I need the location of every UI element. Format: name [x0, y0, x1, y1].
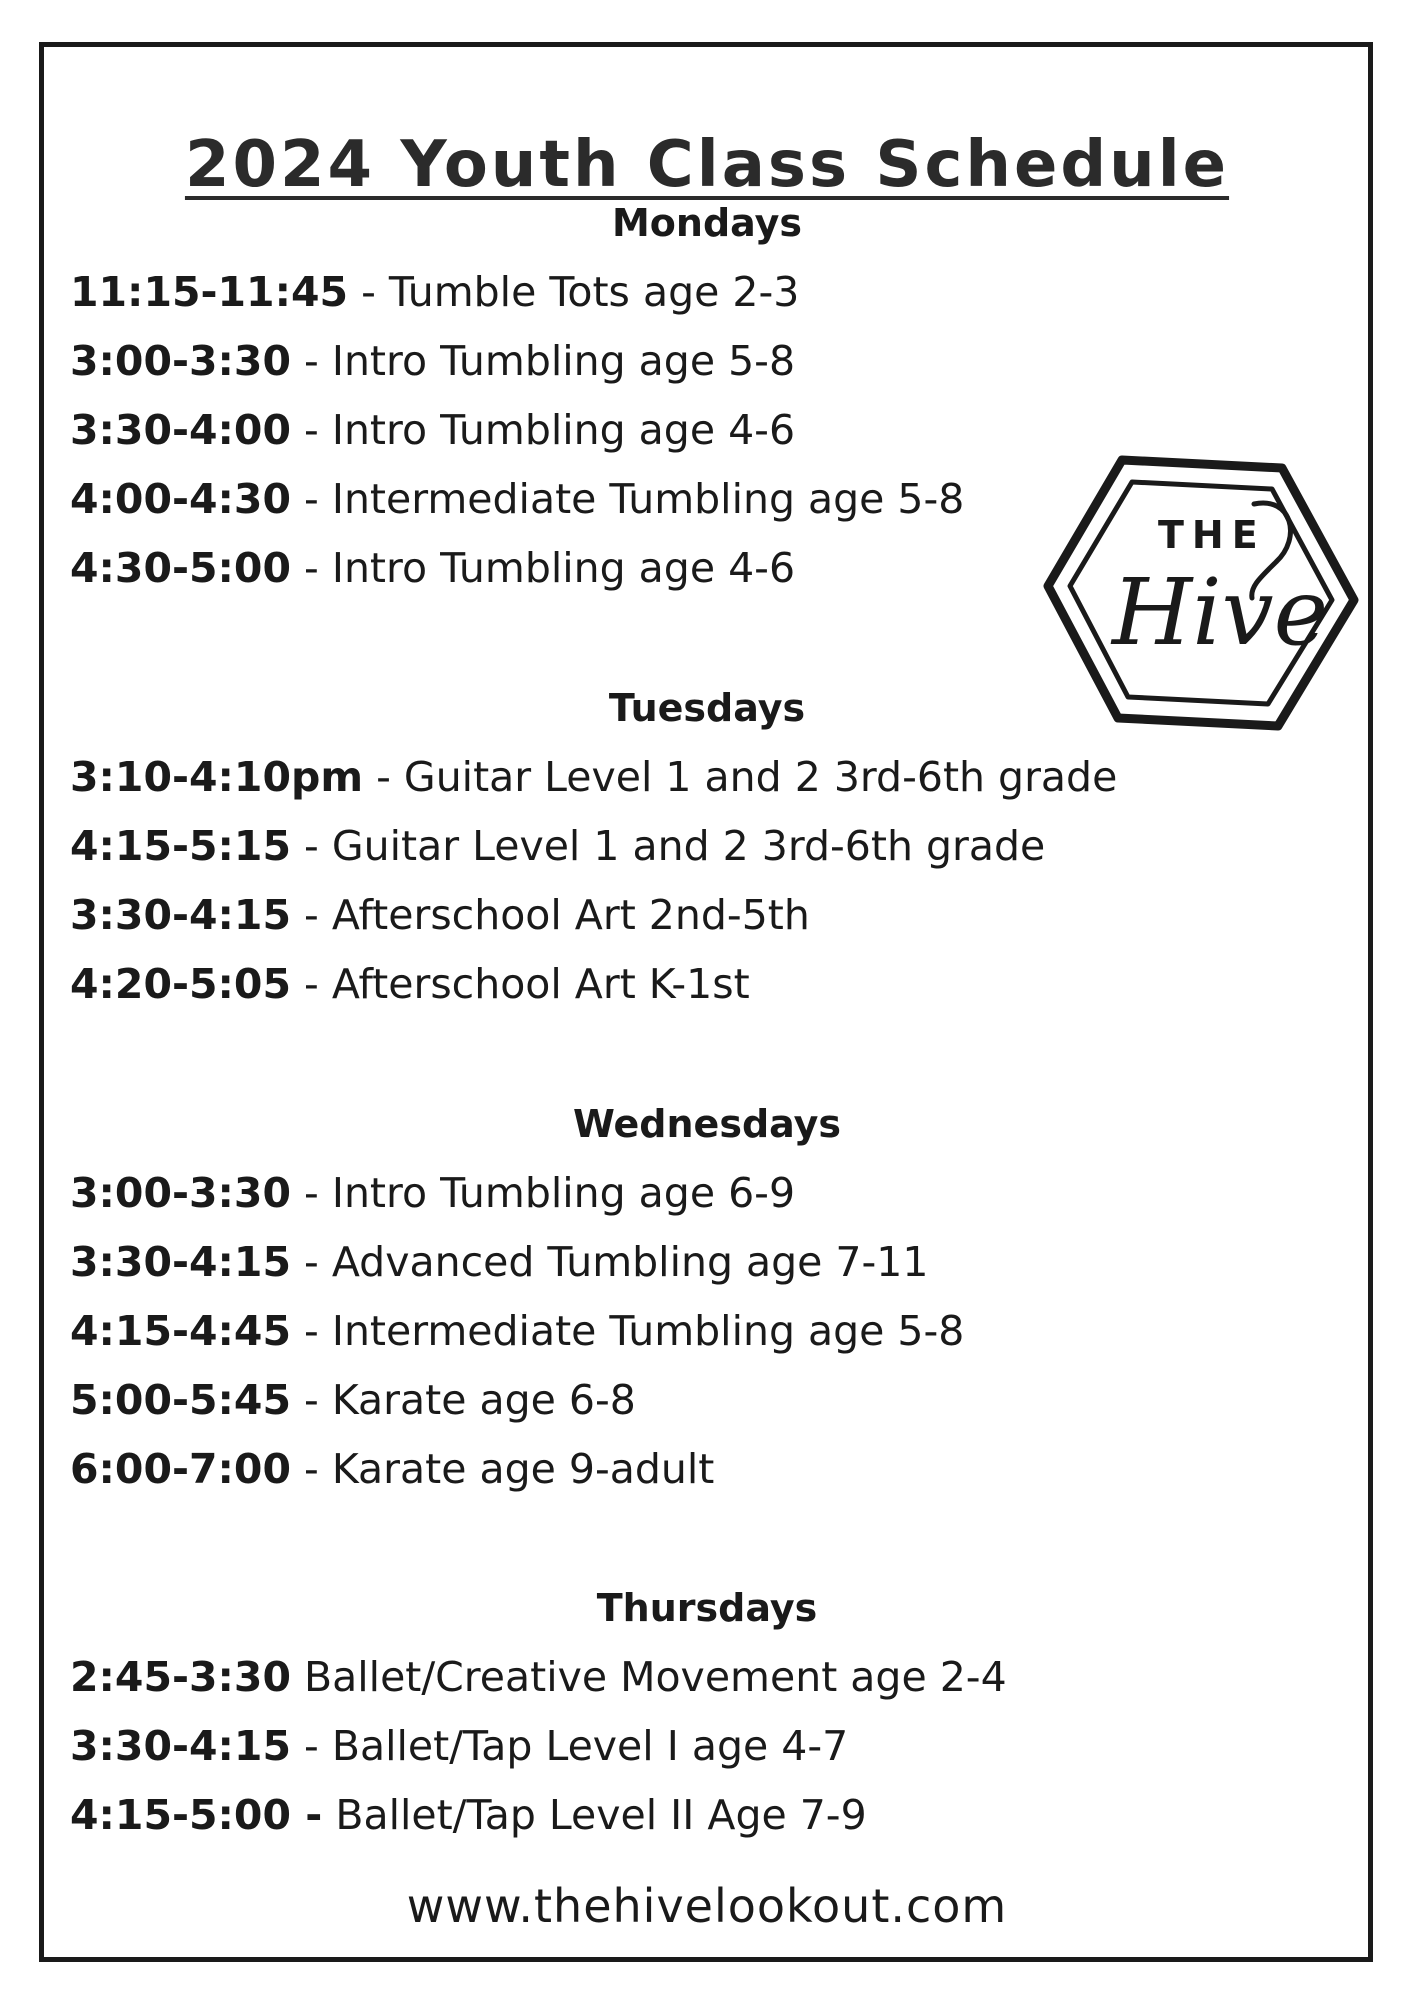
class-description: Ballet/Creative Movement age 2-4: [304, 1653, 1007, 1701]
day-heading-tuesdays: Tuesdays: [608, 686, 806, 730]
class-time: 3:10-4:10pm: [70, 753, 364, 801]
class-description: Intro Tumbling age 4-6: [331, 406, 796, 454]
class-separator: -: [290, 822, 332, 870]
class-row: [70, 751, 1170, 807]
class-separator: -: [290, 337, 332, 385]
day-heading-wednesdays: Wednesdays: [572, 1102, 842, 1146]
class-description: Intro Tumbling age 4-6: [331, 544, 796, 592]
class-description: Intro Tumbling age 5-8: [331, 337, 796, 385]
logo-text-the: THE: [1158, 513, 1266, 557]
class-row: [70, 1167, 1170, 1223]
class-row: [70, 1720, 1170, 1776]
class-separator: -: [290, 1169, 332, 1217]
class-time: 3:30-4:15: [70, 1722, 291, 1770]
class-row: [70, 473, 1170, 529]
class-row: [70, 335, 1170, 391]
class-separator: -: [290, 1722, 332, 1770]
class-time: 4:00-4:30: [70, 475, 291, 523]
logo-text-hive: Hive: [1112, 559, 1329, 666]
class-row: [70, 820, 1170, 876]
class-row: [70, 542, 1170, 598]
class-description: Intermediate Tumbling age 5-8: [331, 1307, 965, 1355]
class-time: 3:00-3:30: [70, 337, 291, 385]
class-row: [70, 266, 1170, 322]
class-time: 2:45-3:30: [70, 1653, 291, 1701]
class-separator: -: [290, 544, 332, 592]
class-time: 3:30-4:15: [70, 1238, 291, 1286]
class-separator: -: [290, 891, 332, 939]
class-description: Intro Tumbling age 6-9: [331, 1169, 796, 1217]
day-heading-thursdays: Thursdays: [596, 1586, 818, 1630]
class-time: 6:00-7:00: [70, 1445, 291, 1493]
class-separator: -: [348, 268, 389, 316]
class-description: Ballet/Tap Level I age 4-7: [331, 1722, 849, 1770]
class-separator: [322, 1791, 335, 1839]
class-description: Advanced Tumbling age 7-11: [331, 1238, 929, 1286]
class-time: 4:15-4:45: [70, 1307, 291, 1355]
class-separator: -: [290, 1445, 332, 1493]
class-description: Guitar Level 1 and 2 3rd-6th grade: [331, 822, 1046, 870]
class-separator: -: [290, 1307, 332, 1355]
class-separator: -: [290, 475, 332, 523]
class-row: [70, 1443, 1170, 1499]
class-time: 4:15-5:15: [70, 822, 291, 870]
class-time: 3:30-4:00: [70, 406, 291, 454]
class-row: [70, 1236, 1170, 1292]
class-separator: -: [290, 1238, 332, 1286]
class-time: 4:20-5:05: [70, 960, 291, 1008]
class-row: [70, 404, 1170, 460]
class-description: Tumble Tots age 2-3: [388, 268, 800, 316]
class-time: 3:30-4:15: [70, 891, 291, 939]
class-description: Ballet/Tap Level II Age 7-9: [335, 1791, 867, 1839]
class-time: 3:00-3:30: [70, 1169, 291, 1217]
class-row: [70, 889, 1170, 945]
class-description: Karate age 9-adult: [331, 1445, 715, 1493]
page-title: 2024 Youth Class Schedule: [184, 128, 1230, 202]
class-separator: -: [290, 406, 332, 454]
class-description: Intermediate Tumbling age 5-8: [331, 475, 965, 523]
class-description: Afterschool Art 2nd-5th: [331, 891, 810, 939]
class-separator: [291, 1653, 304, 1701]
class-row: [70, 1374, 1170, 1430]
class-time: 11:15-11:45: [70, 268, 349, 316]
class-time: 4:30-5:00: [70, 544, 291, 592]
class-description: Guitar Level 1 and 2 3rd-6th grade: [403, 753, 1118, 801]
class-separator: -: [363, 753, 404, 801]
website-url: www.thehivelookout.com: [406, 1879, 1008, 1933]
class-row: [70, 1305, 1170, 1361]
class-row: [70, 1651, 1170, 1707]
class-time: 5:00-5:45: [70, 1376, 291, 1424]
day-heading-mondays: Mondays: [611, 201, 803, 245]
class-separator: -: [290, 1376, 332, 1424]
class-description: Karate age 6-8: [331, 1376, 636, 1424]
class-row: [70, 958, 1170, 1014]
class-separator: -: [290, 960, 332, 1008]
class-time: 4:15-5:00 -: [70, 1791, 323, 1839]
class-description: Afterschool Art K-1st: [331, 960, 750, 1008]
class-row: [70, 1789, 1170, 1845]
